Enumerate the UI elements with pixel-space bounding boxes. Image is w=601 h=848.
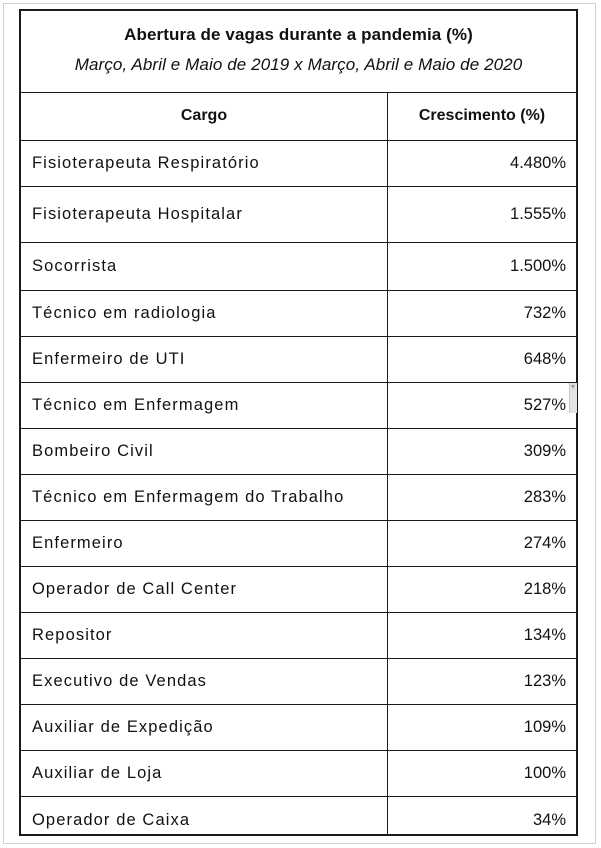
table-row [21, 705, 576, 751]
cell-growth: 123% [523, 672, 566, 690]
cell-cargo: Repositor [32, 626, 113, 644]
table-row [21, 429, 576, 475]
table-row [21, 141, 576, 187]
cell-cargo: Fisioterapeuta Respiratório [32, 154, 260, 172]
cell-growth: 1.500% [510, 257, 566, 275]
table-row [21, 383, 576, 429]
cell-cargo: Operador de Caixa [32, 810, 191, 829]
cell-growth: 1.555% [510, 205, 566, 223]
table-header-row [21, 93, 576, 141]
cell-growth: 283% [523, 488, 566, 506]
table-title: Abertura de vagas durante a pandemia (%) [124, 25, 473, 44]
cell-growth: 100% [523, 764, 566, 782]
cell-cargo: Técnico em Enfermagem [32, 396, 240, 414]
cell-cargo: Enfermeiro de UTI [32, 350, 186, 368]
cell-cargo: Técnico em Enfermagem do Trabalho [32, 488, 345, 506]
column-divider [387, 93, 388, 834]
table-row [21, 337, 576, 383]
cell-cargo: Executivo de Vendas [32, 672, 208, 690]
cell-growth: 648% [523, 350, 566, 368]
cell-growth: 732% [523, 304, 566, 322]
table-subtitle: Março, Abril e Maio de 2019 x Março, Abril e Maio de 2020 [74, 55, 523, 74]
cell-growth: 109% [523, 718, 566, 736]
cell-cargo: Bombeiro Civil [32, 442, 154, 460]
column-header-cargo: Cargo [180, 107, 228, 124]
scrollbar-handle[interactable] [569, 383, 577, 413]
table-row [21, 187, 576, 243]
table-row [21, 521, 576, 567]
table-row [21, 797, 576, 843]
cell-growth: 134% [523, 626, 566, 644]
cell-growth: 34% [532, 810, 566, 829]
cell-cargo: Fisioterapeuta Hospitalar [32, 205, 243, 223]
table-row [21, 291, 576, 337]
column-header-growth: Crescimento (%) [418, 107, 546, 124]
cell-cargo: Socorrista [32, 257, 118, 275]
cell-growth: 4.480% [510, 154, 566, 172]
table-row [21, 475, 576, 521]
table-row [21, 243, 576, 291]
cell-cargo: Operador de Call Center [32, 580, 238, 598]
cell-cargo: Auxiliar de Expedição [32, 718, 214, 736]
table-row [21, 659, 576, 705]
table-row [21, 567, 576, 613]
cell-cargo: Técnico em radiologia [32, 304, 217, 322]
cell-growth: 218% [523, 580, 566, 598]
table-row [21, 751, 576, 797]
cell-growth: 527% [523, 396, 566, 414]
cell-growth: 309% [523, 442, 566, 460]
growth-table [19, 9, 578, 836]
table-row [21, 613, 576, 659]
cell-cargo: Enfermeiro [32, 534, 124, 552]
cell-growth: 274% [523, 534, 566, 552]
table-title-block [21, 11, 576, 93]
cell-cargo: Auxiliar de Loja [32, 764, 163, 782]
